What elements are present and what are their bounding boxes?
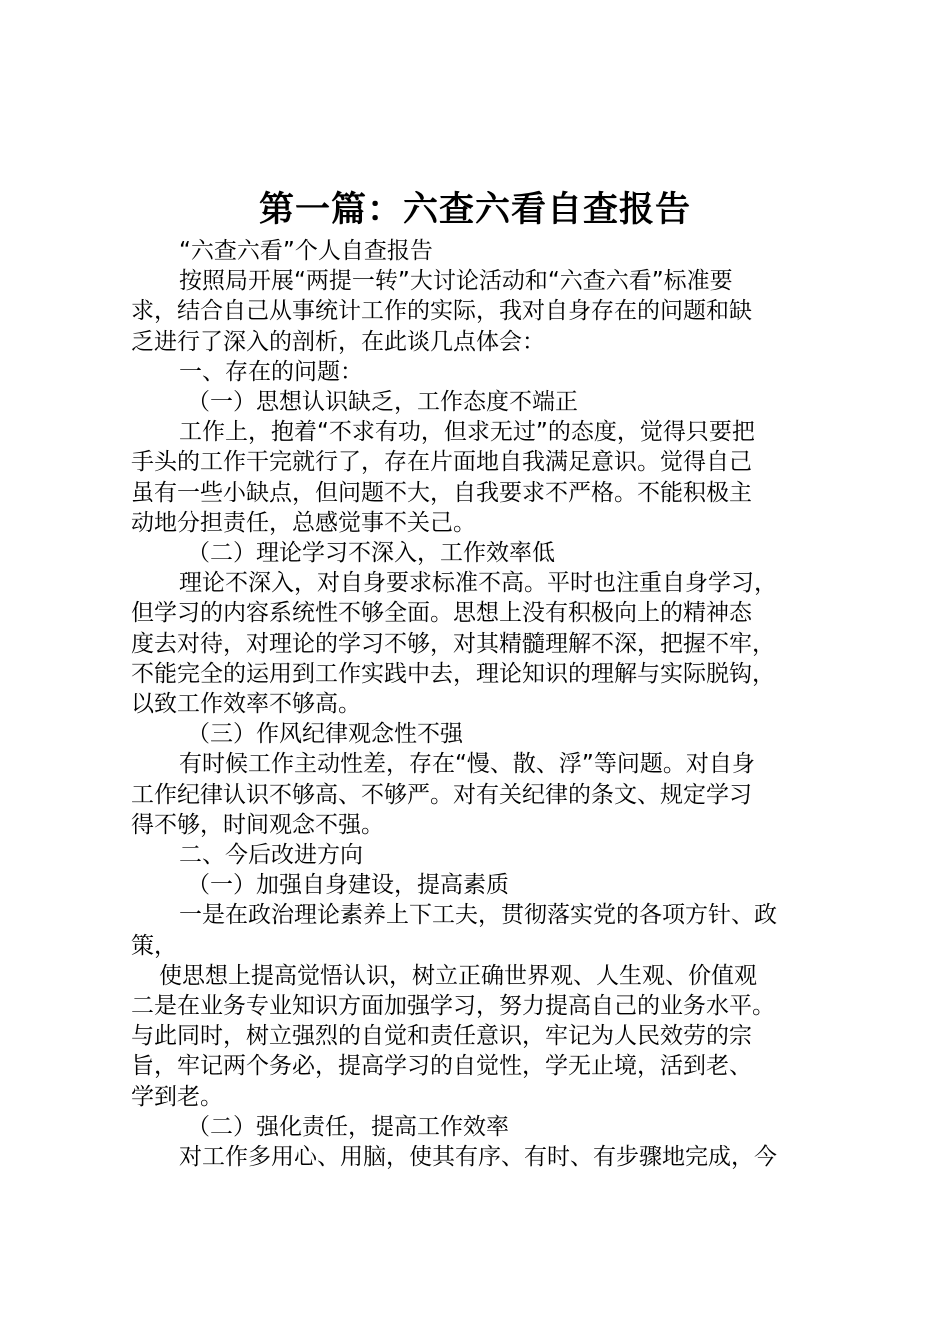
text-line: 手头的工作干完就行了，存在片面地自我满足意识。觉得自己: [131, 449, 752, 476]
text-line: 使思想上提高觉悟认识，树立正确世界观、人生观、价值观: [159, 962, 757, 989]
text-line: 但学习的内容系统性不够全面。思想上没有积极向上的精神态: [131, 600, 752, 627]
text-line: 虽有一些小缺点，但问题不大，自我要求不严格。不能积极主: [131, 479, 752, 506]
text-line: （二）理论学习不深入，工作效率低: [187, 540, 555, 567]
text-line: 二是在业务专业知识方面加强学习，努力提高自己的业务水平。: [131, 993, 775, 1020]
text-line: 有时候工作主动性差，存在“慢、散、浮”等问题。对自身: [179, 751, 755, 778]
text-line: 一、存在的问题：: [179, 358, 363, 385]
text-line: （二）强化责任，提高工作效率: [187, 1113, 509, 1140]
text-line: 乏进行了深入的剖析，在此谈几点体会：: [131, 328, 545, 355]
text-line: （一）加强自身建设，提高素质: [187, 872, 509, 899]
text-line: 二、今后改进方向: [179, 842, 363, 869]
document-title: 第一篇：六查六看自查报告: [258, 189, 691, 230]
text-line: 学到老。: [131, 1083, 223, 1110]
text-line: 对工作多用心、用脑，使其有序、有时、有步骤地完成，今: [179, 1144, 777, 1171]
text-line: 以致工作效率不够高。: [131, 691, 361, 718]
text-line: 理论不深入，对自身要求标准不高。平时也注重自身学习，: [179, 570, 777, 597]
text-line: 动地分担责任，总感觉事不关己。: [131, 509, 476, 536]
text-line: 求，结合自己从事统计工作的实际，我对自身存在的问题和缺: [131, 298, 752, 325]
text-line: 不能完全的运用到工作实践中去，理论知识的理解与实际脱钩，: [131, 660, 775, 687]
text-line: 工作纪律认识不够高、不够严。对有关纪律的条文、规定学习: [131, 781, 752, 808]
document-body: [131, 236, 847, 1172]
text-line: 按照局开展“两提一转”大讨论活动和“六查六看”标准要: [179, 268, 733, 295]
text-line: 策，: [131, 932, 177, 959]
text-line: 得不够，时间观念不强。: [131, 811, 384, 838]
text-line: 工作上，抱着“不求有功，但求无过”的态度，觉得只要把: [179, 419, 755, 446]
text-line: （一）思想认识缺乏，工作态度不端正: [187, 389, 578, 416]
text-line: 度去对待，对理论的学习不够，对其精髓理解不深，把握不牢，: [131, 630, 775, 657]
text-line: 与此同时，树立强烈的自觉和责任意识，牢记为人民效劳的宗: [131, 1023, 752, 1050]
text-line: “六查六看”个人自查报告: [179, 238, 433, 264]
text-line: 旨，牢记两个务必，提高学习的自觉性，学无止境，活到老、: [131, 1053, 752, 1080]
text-line: 一是在政治理论素养上下工夫，贯彻落实党的各项方针、政: [179, 902, 777, 929]
text-line: （三）作风纪律观念性不强: [187, 721, 463, 748]
